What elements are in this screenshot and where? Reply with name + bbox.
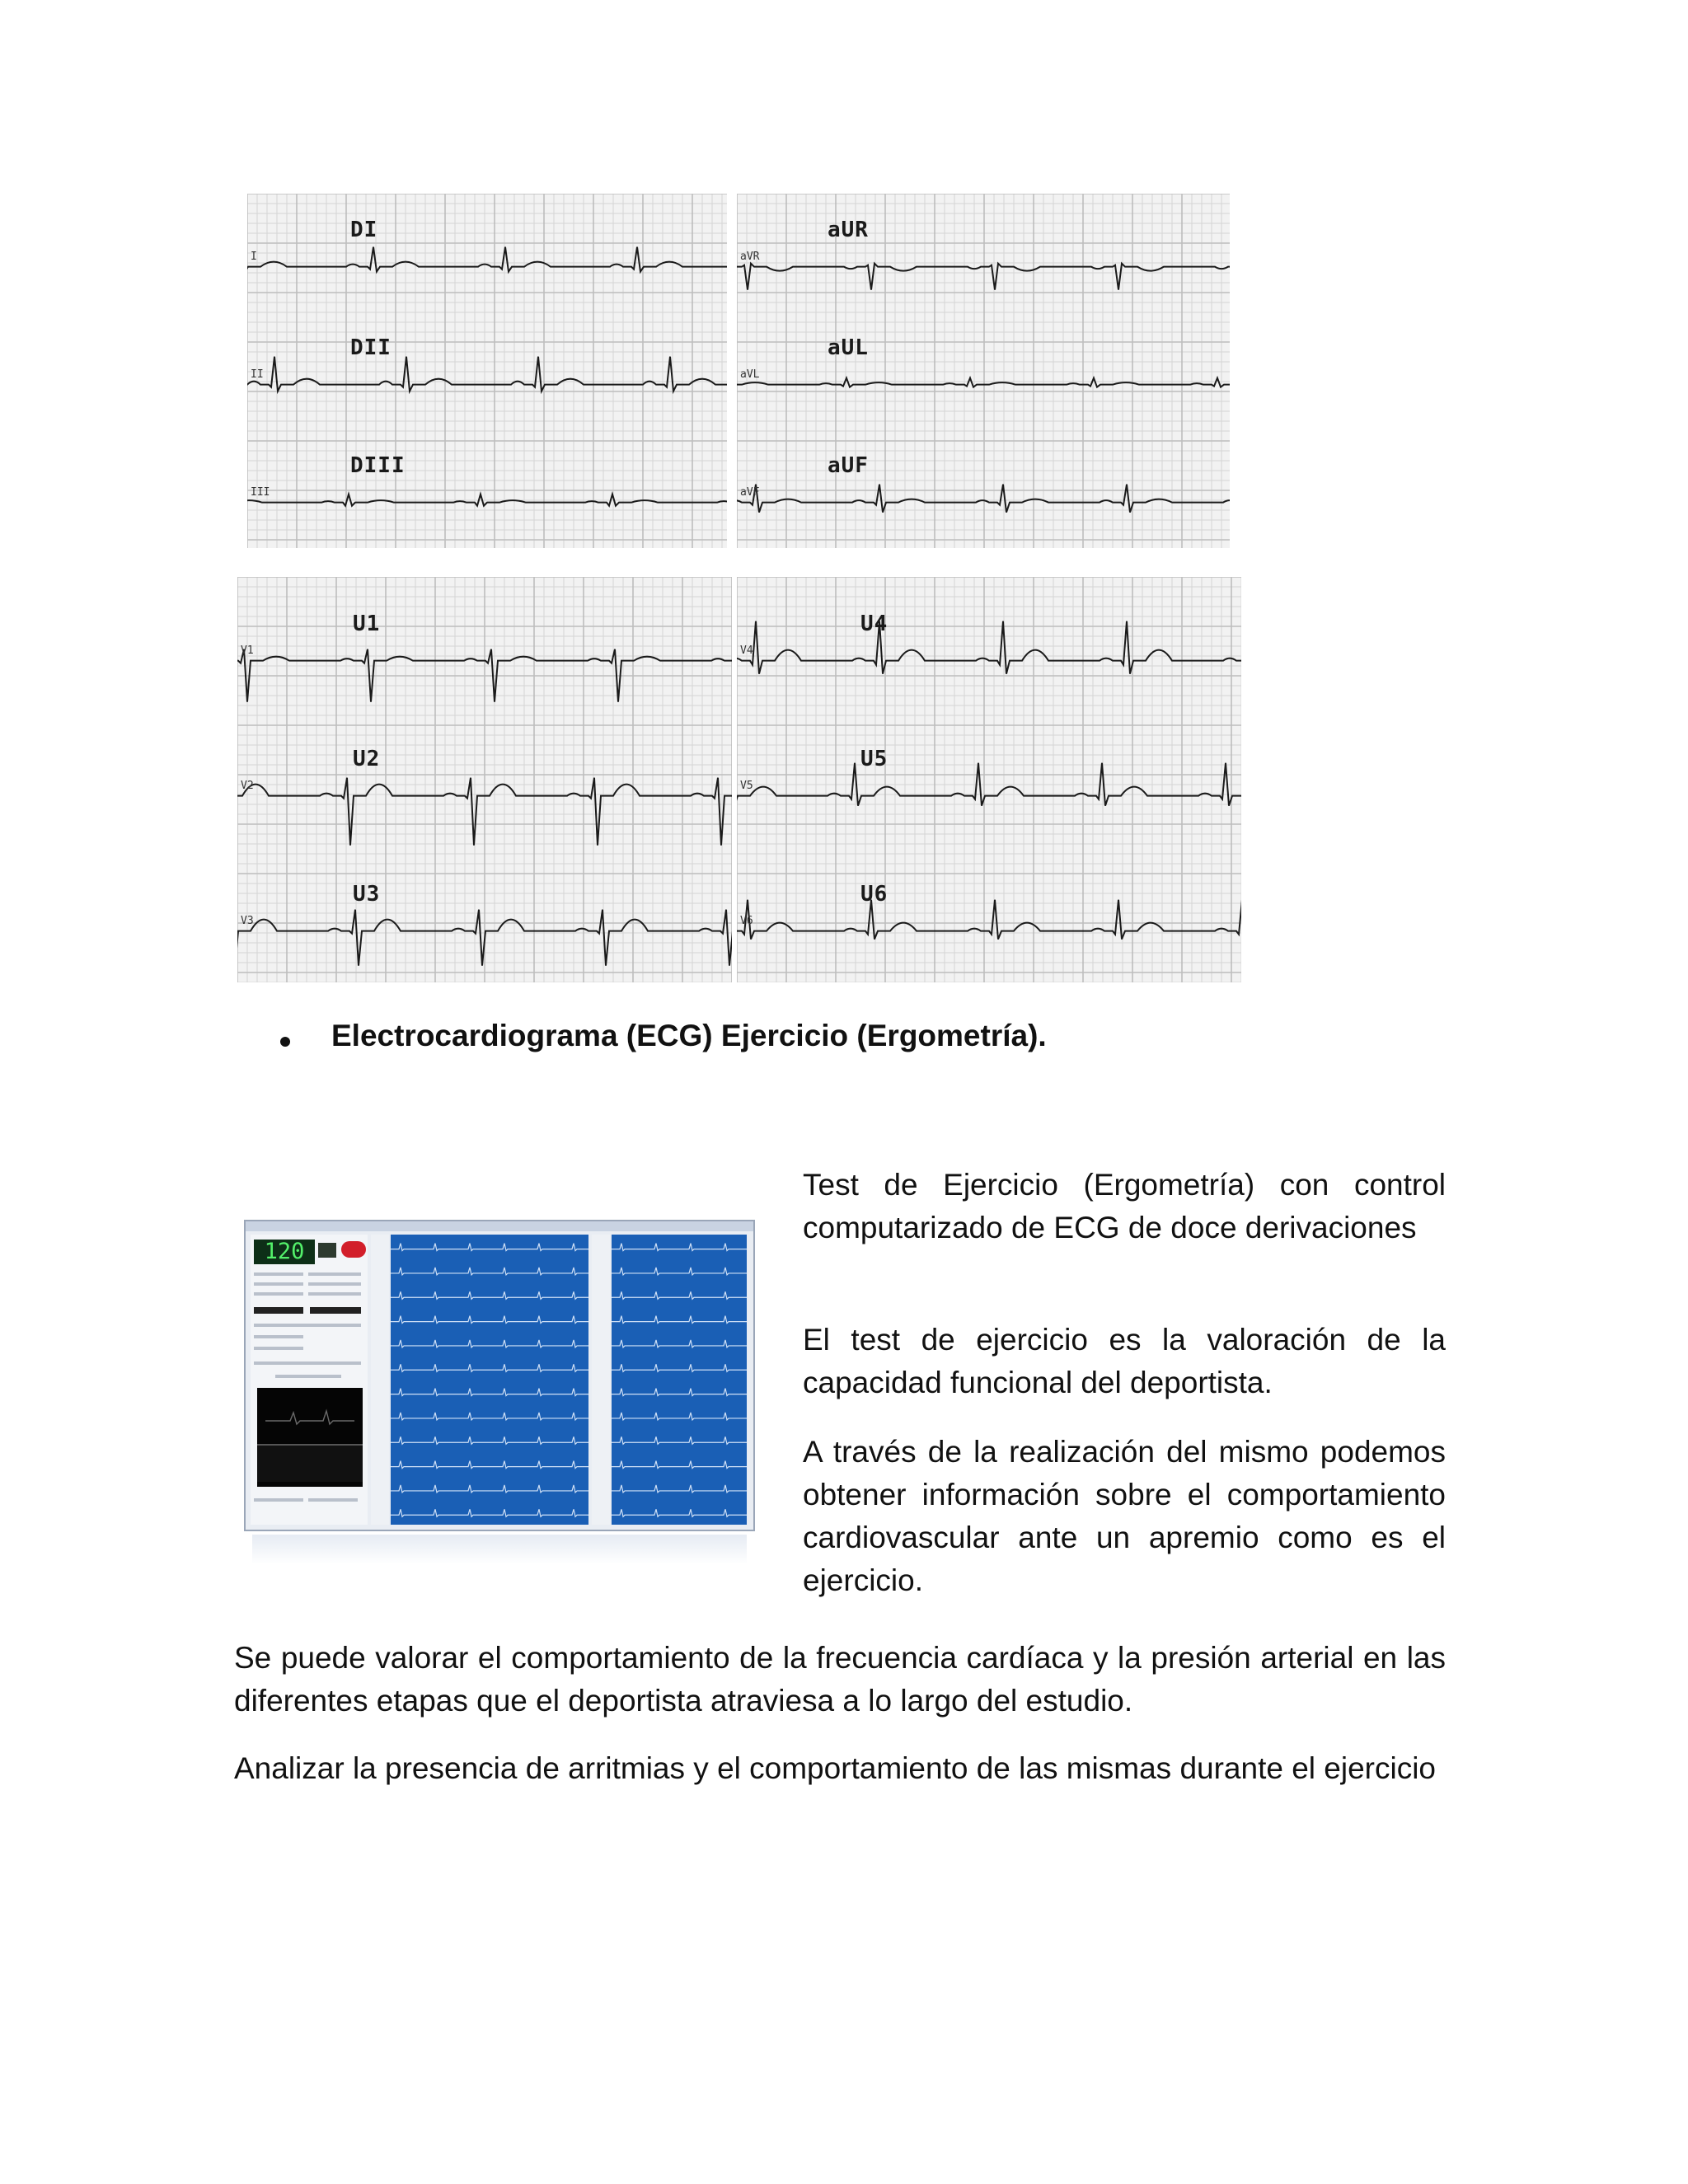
lead-label-ii: DII <box>350 335 392 360</box>
status-bar <box>310 1307 361 1314</box>
info-line <box>308 1498 358 1502</box>
lead-tag-v2: V2 <box>241 779 254 792</box>
ecg-strip-line <box>391 1509 588 1516</box>
info-line <box>254 1292 303 1296</box>
heart-rate-display: 120 <box>254 1240 315 1264</box>
ecg-panel-precordial-left <box>237 577 732 982</box>
lead-label-avf: aUF <box>828 452 869 478</box>
ecg-strip-line <box>612 1244 747 1251</box>
ecg-grid <box>237 577 732 982</box>
stop-button <box>341 1241 366 1258</box>
ecg-strip-line <box>391 1244 588 1251</box>
info-line <box>254 1498 303 1502</box>
ecg-grid-minor <box>737 194 1230 548</box>
paragraph-heart-rate-pressure: Se puede valorar el comportamiento de la frecuencia cardíaca y la presión arterial en las diferentes etapas que el deportista atraviesa a lo largo del estudio. <box>234 1641 1446 1718</box>
ecg-display-panel-2 <box>612 1235 747 1525</box>
window-titlebar <box>246 1221 753 1231</box>
paragraph-test-purpose: A través de la realización del mismo podemos obtener información sobre el comportamiento cardiovascular ante un apremio como es el ejercicio. <box>803 1435 1446 1597</box>
ecg-panel-limb-left <box>247 194 727 548</box>
info-line <box>254 1272 303 1276</box>
ecg-grid-minor <box>247 194 727 548</box>
ecg-strip-lines <box>391 1235 588 1525</box>
ecg-grid-major <box>737 577 1241 982</box>
ecg-grid-major <box>247 194 727 548</box>
ecg-strip-lines <box>612 1235 747 1525</box>
ecg-strip-line <box>612 1268 747 1275</box>
lead-label-column <box>592 1235 610 1525</box>
lead-label-avl: aUL <box>828 335 869 360</box>
info-line <box>308 1272 361 1276</box>
info-line <box>254 1347 303 1350</box>
info-line <box>275 1375 341 1378</box>
lead-label-avr: aUR <box>828 217 869 242</box>
lead-tag-iii: III <box>251 485 270 499</box>
lead-label-v6: U6 <box>860 881 889 907</box>
software-window <box>244 1220 755 1531</box>
ecg-strip-line <box>391 1389 588 1396</box>
ecg-strip-line <box>612 1413 747 1420</box>
ecg-figure <box>231 185 1253 993</box>
section-heading: Electrocardiograma (ECG) Ejercicio (Ergometría). <box>331 1019 1047 1052</box>
ecg-grid-minor <box>737 577 1241 982</box>
paragraph-test-definition: El test de ejercicio es la valoración de la capacidad funcional del deportista. <box>803 1323 1446 1399</box>
info-line <box>254 1335 303 1338</box>
ecg-strip-line <box>391 1485 588 1493</box>
lead-tag-v6: V6 <box>740 914 753 927</box>
lead-tag-avl: aVL <box>740 368 760 381</box>
lead-label-v2: U2 <box>353 746 381 771</box>
ecg-strip-line <box>391 1291 588 1299</box>
lead-tag-ii: II <box>251 368 264 381</box>
lead-tag-v3: V3 <box>241 914 254 927</box>
ecg-strip-line <box>391 1340 588 1347</box>
lead-tag-i: I <box>251 250 257 263</box>
lead-label-v4: U4 <box>860 611 889 636</box>
lead-tag-avf: aVF <box>740 485 760 499</box>
lead-label-v3: U3 <box>353 881 381 907</box>
ecg-trace-avf <box>737 485 1230 513</box>
ecg-strip-line <box>612 1316 747 1324</box>
ecg-trace-avr <box>737 264 1230 290</box>
ecg-strip-line <box>391 1461 588 1469</box>
info-line <box>254 1282 303 1286</box>
control-panel <box>251 1235 368 1525</box>
monitor-screen-secondary <box>257 1444 363 1482</box>
lead-label-iii: DIII <box>350 452 406 478</box>
ecg-panel-limb-right <box>737 194 1230 548</box>
info-line <box>254 1361 361 1365</box>
info-line <box>308 1282 361 1286</box>
ecg-grid-major <box>237 577 732 982</box>
lead-tag-v5: V5 <box>740 779 753 792</box>
info-line <box>254 1324 361 1327</box>
status-bar <box>254 1307 303 1314</box>
lead-label-v1: U1 <box>353 611 381 636</box>
ecg-strip-line <box>391 1316 588 1324</box>
ecg-grid <box>737 577 1241 982</box>
ecg-trace-i <box>247 247 727 272</box>
lead-tag-v4: V4 <box>740 644 753 657</box>
lead-label-v5: U5 <box>860 746 889 771</box>
ecg-strip-line <box>612 1485 747 1493</box>
ecg-grid <box>247 194 727 548</box>
monitor-trace-line <box>265 1411 354 1424</box>
ecg-strip-line <box>612 1461 747 1469</box>
ecg-strip-line <box>612 1436 747 1444</box>
lead-tag-v1: V1 <box>241 644 254 657</box>
paragraph-arrhythmias: Analizar la presencia de arritmias y el comportamiento de las mismas durante el ejercicio <box>234 1751 1437 1785</box>
ecg-strip-line <box>391 1413 588 1420</box>
lead-label-i: DI <box>350 217 378 242</box>
ecg-grid-major <box>737 194 1230 548</box>
screenshot-reflection <box>252 1535 747 1564</box>
ecg-trace-avl <box>737 378 1230 387</box>
ecg-strip-line <box>612 1291 747 1299</box>
ecg-panel-precordial-right <box>737 577 1241 982</box>
lead-tag-avr: aVR <box>740 250 760 263</box>
ecg-strip-line <box>391 1364 588 1371</box>
ecg-strip-line <box>391 1268 588 1275</box>
ecg-strip-line <box>612 1509 747 1516</box>
paragraph-test-description: Test de Ejercicio (Ergometría) con control computarizado de ECG de doce derivaciones <box>803 1168 1446 1244</box>
ecg-strip-line <box>612 1364 747 1371</box>
ecg-grid <box>737 194 1230 548</box>
ecg-strip-line <box>612 1340 747 1347</box>
bullet-icon <box>280 1037 290 1047</box>
info-line <box>308 1292 361 1296</box>
lead-label-column <box>371 1235 389 1525</box>
ecg-display-panel-1 <box>391 1235 588 1525</box>
ecg-strip-line <box>391 1436 588 1444</box>
monitor-trace <box>257 1388 363 1441</box>
ergometry-software-screenshot <box>244 1220 755 1566</box>
bullet-item <box>280 1019 1434 1068</box>
ecg-strip-line <box>612 1389 747 1396</box>
monitor-button <box>318 1243 336 1258</box>
